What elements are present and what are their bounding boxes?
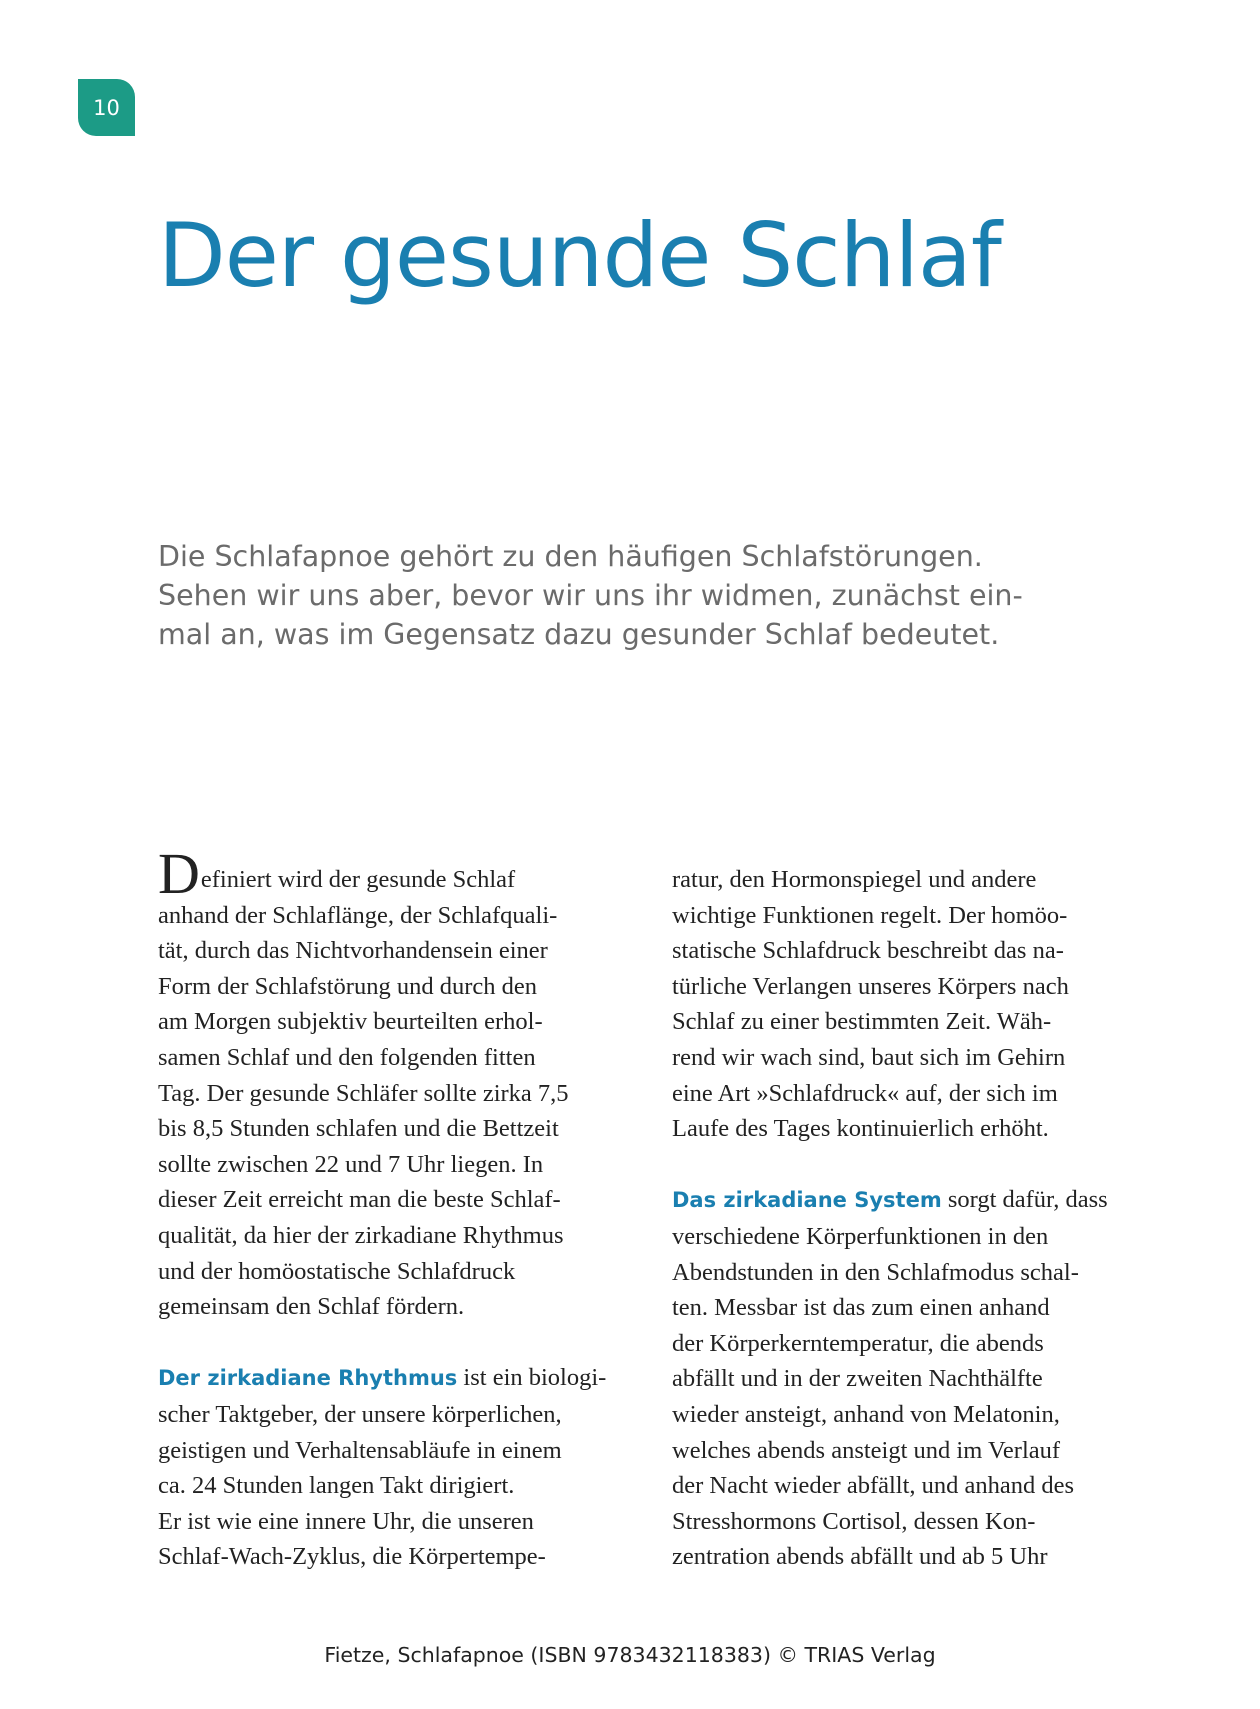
text-line: und der homöostatische Schlafdruck bbox=[158, 1257, 516, 1285]
text-line: bis 8,5 Stunden schlafen und die Bettzeit bbox=[158, 1115, 559, 1143]
lead-line: Sehen wir uns aber, bevor wir uns ihr widmen, zunächst ein- bbox=[158, 579, 1023, 612]
text-line: der Körperkerntemperatur, die abends bbox=[672, 1329, 1044, 1357]
term-highlight: Der zirkadiane Rhythmus bbox=[158, 1366, 458, 1391]
text-line: der Nacht wieder abfällt, und anhand des bbox=[672, 1472, 1075, 1500]
text-line: Tag. Der gesunde Schläfer sollte zirka 7,5 bbox=[158, 1079, 569, 1107]
paragraph-gap bbox=[158, 1325, 648, 1361]
lead-paragraph bbox=[158, 537, 1058, 654]
text-line: Abendstunden in den Schlafmodus schal- bbox=[672, 1258, 1079, 1286]
text-line: Schlaf-Wach-Zyklus, die Körpertempe- bbox=[158, 1543, 546, 1571]
text-line: verschiedene Körperfunktionen in den bbox=[672, 1222, 1049, 1250]
left-column bbox=[158, 841, 648, 1575]
text-line: samen Schlaf und den folgenden fitten bbox=[158, 1043, 536, 1071]
text-line: qualität, da hier der zirkadiane Rhythmus bbox=[158, 1221, 564, 1249]
text-line: Er ist wie eine innere Uhr, die unseren bbox=[158, 1507, 534, 1535]
drop-cap: D bbox=[158, 841, 200, 906]
text-line: statische Schlafdruck beschreibt das na- bbox=[672, 937, 1064, 965]
text-line: geistigen und Verhaltensabläufe in einem bbox=[158, 1436, 562, 1464]
text-line: sollte zwischen 22 und 7 Uhr liegen. In bbox=[158, 1150, 544, 1178]
text-line: tät, durch das Nichtvorhandensein einer bbox=[158, 937, 548, 965]
text-line: türliche Verlangen unseres Körpers nach bbox=[672, 972, 1069, 1000]
text-fragment: ist ein biologi- bbox=[457, 1364, 607, 1392]
text-line: wieder ansteigt, anhand von Melatonin, bbox=[672, 1400, 1060, 1428]
text-fragment: sorgt dafür, dass bbox=[941, 1186, 1108, 1214]
text-line: Stresshormons Cortisol, dessen Kon- bbox=[672, 1507, 1036, 1535]
text-line: zentration abends abfällt und ab 5 Uhr bbox=[672, 1543, 1048, 1571]
text-fragment: efiniert wird der gesunde Schlaf bbox=[200, 866, 516, 893]
paragraph-first-line bbox=[672, 1182, 1162, 1219]
paragraph-gap bbox=[672, 1147, 1162, 1183]
text-line: anhand der Schlaflänge, der Schlafquali- bbox=[158, 901, 558, 929]
text-line: scher Taktgeber, der unsere körperlichen, bbox=[158, 1400, 562, 1428]
text-line: eine Art »Schlafdruck« auf, der sich im bbox=[672, 1079, 1058, 1107]
text-line: welches abends ansteigt und im Verlauf bbox=[672, 1436, 1061, 1464]
paragraph-first-line bbox=[158, 1360, 648, 1397]
text-line: abfällt und in der zweiten Nachthälfte bbox=[672, 1365, 1043, 1393]
text-line: rend wir wach sind, baut sich im Gehirn bbox=[672, 1043, 1066, 1071]
text-line: am Morgen subjektiv beurteilten erhol- bbox=[158, 1008, 543, 1036]
text-line: wichtige Funktionen regelt. Der homöo- bbox=[672, 901, 1068, 929]
text-line: ratur, den Hormonspiegel und andere bbox=[672, 866, 1037, 893]
text-line: Form der Schlafstörung und durch den bbox=[158, 972, 537, 1000]
text-line: gemeinsam den Schlaf fördern. bbox=[158, 1293, 465, 1321]
text-line: ten. Messbar ist das zum einen anhand bbox=[672, 1294, 1050, 1322]
right-column bbox=[672, 862, 1162, 1575]
chapter-title: Der gesunde Schlaf bbox=[158, 204, 1001, 307]
text-line: Laufe des Tages kontinuierlich erhöht. bbox=[672, 1115, 1049, 1143]
lead-line: mal an, was im Gegensatz dazu gesunder Schlaf bedeutet. bbox=[158, 618, 1000, 651]
term-highlight: Das zirkadiane System bbox=[672, 1188, 942, 1213]
lead-line: Die Schlafapnoe gehört zu den häufigen Schlafstörungen. bbox=[158, 540, 983, 573]
text-line: Schlaf zu einer bestimmten Zeit. Wäh- bbox=[672, 1008, 1052, 1036]
page-number: 10 bbox=[93, 95, 120, 120]
paragraph-first-line bbox=[158, 841, 648, 906]
page-number-badge bbox=[78, 79, 135, 136]
footer-citation: Fietze, Schlafapnoe (ISBN 9783432118383) © TRIAS Verlag bbox=[324, 1643, 936, 1667]
text-line: ca. 24 Stunden langen Takt dirigiert. bbox=[158, 1472, 515, 1500]
text-line: dieser Zeit erreicht man die beste Schlaf- bbox=[158, 1186, 561, 1214]
